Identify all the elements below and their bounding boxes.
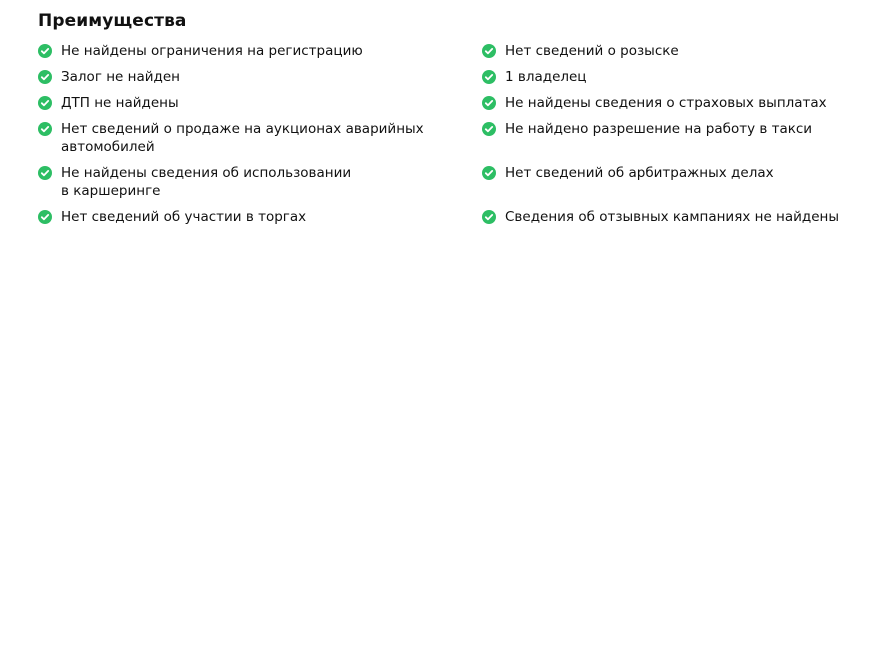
advantage-line: ДТП не найдены bbox=[61, 95, 179, 111]
advantage-line: Не найдены сведения об использовании bbox=[61, 165, 352, 181]
advantages-section bbox=[38, 10, 878, 226]
check-circle-icon bbox=[38, 122, 52, 136]
advantage-text bbox=[505, 208, 839, 226]
advantage-item bbox=[38, 94, 482, 112]
check-circle-icon bbox=[482, 166, 496, 180]
advantage-text bbox=[61, 208, 306, 226]
advantage-item bbox=[38, 68, 482, 86]
advantage-line: Не найдено разрешение на работу в такси bbox=[505, 121, 813, 137]
advantages-list bbox=[38, 42, 878, 226]
advantage-item bbox=[38, 42, 482, 60]
advantage-line: Нет сведений об арбитражных делах bbox=[505, 165, 774, 181]
advantage-item bbox=[38, 208, 482, 226]
advantage-text bbox=[505, 164, 774, 182]
advantage-line: Не найдены ограничения на регистрацию bbox=[61, 43, 363, 59]
advantage-line: автомобилей bbox=[61, 139, 155, 155]
advantage-item bbox=[482, 164, 878, 200]
advantage-text bbox=[505, 68, 587, 86]
advantage-text bbox=[61, 164, 351, 200]
check-circle-icon bbox=[482, 44, 496, 58]
advantage-line: Залог не найден bbox=[61, 69, 180, 85]
advantage-item bbox=[482, 42, 878, 60]
advantage-item bbox=[482, 94, 878, 112]
advantage-line: Сведения об отзывных кампаниях не найдены bbox=[505, 209, 840, 225]
advantage-line: 1 владелец bbox=[505, 69, 587, 85]
advantage-item bbox=[482, 208, 878, 226]
check-circle-icon bbox=[38, 210, 52, 224]
advantage-text bbox=[61, 42, 363, 60]
advantage-text bbox=[61, 120, 424, 156]
advantage-text bbox=[61, 68, 180, 86]
check-circle-icon bbox=[482, 70, 496, 84]
advantage-text bbox=[61, 94, 179, 112]
advantage-item bbox=[482, 68, 878, 86]
check-circle-icon bbox=[38, 70, 52, 84]
advantage-line: Нет сведений о розыске bbox=[505, 43, 679, 59]
advantage-item bbox=[38, 120, 482, 156]
advantage-line: Нет сведений о продаже на аукционах аварийных bbox=[61, 121, 424, 137]
advantage-text bbox=[505, 42, 679, 60]
advantage-text bbox=[505, 94, 827, 112]
check-circle-icon bbox=[482, 122, 496, 136]
check-circle-icon bbox=[38, 166, 52, 180]
advantage-line: Не найдены сведения о страховых выплатах bbox=[505, 95, 827, 111]
advantage-text bbox=[505, 120, 812, 138]
advantage-item bbox=[482, 120, 878, 156]
advantage-line: в каршеринге bbox=[61, 183, 161, 199]
advantage-item bbox=[38, 164, 482, 200]
check-circle-icon bbox=[38, 96, 52, 110]
check-circle-icon bbox=[482, 210, 496, 224]
section-title: Преимущества bbox=[38, 11, 187, 31]
check-circle-icon bbox=[38, 44, 52, 58]
advantage-line: Нет сведений об участии в торгах bbox=[61, 209, 307, 225]
check-circle-icon bbox=[482, 96, 496, 110]
